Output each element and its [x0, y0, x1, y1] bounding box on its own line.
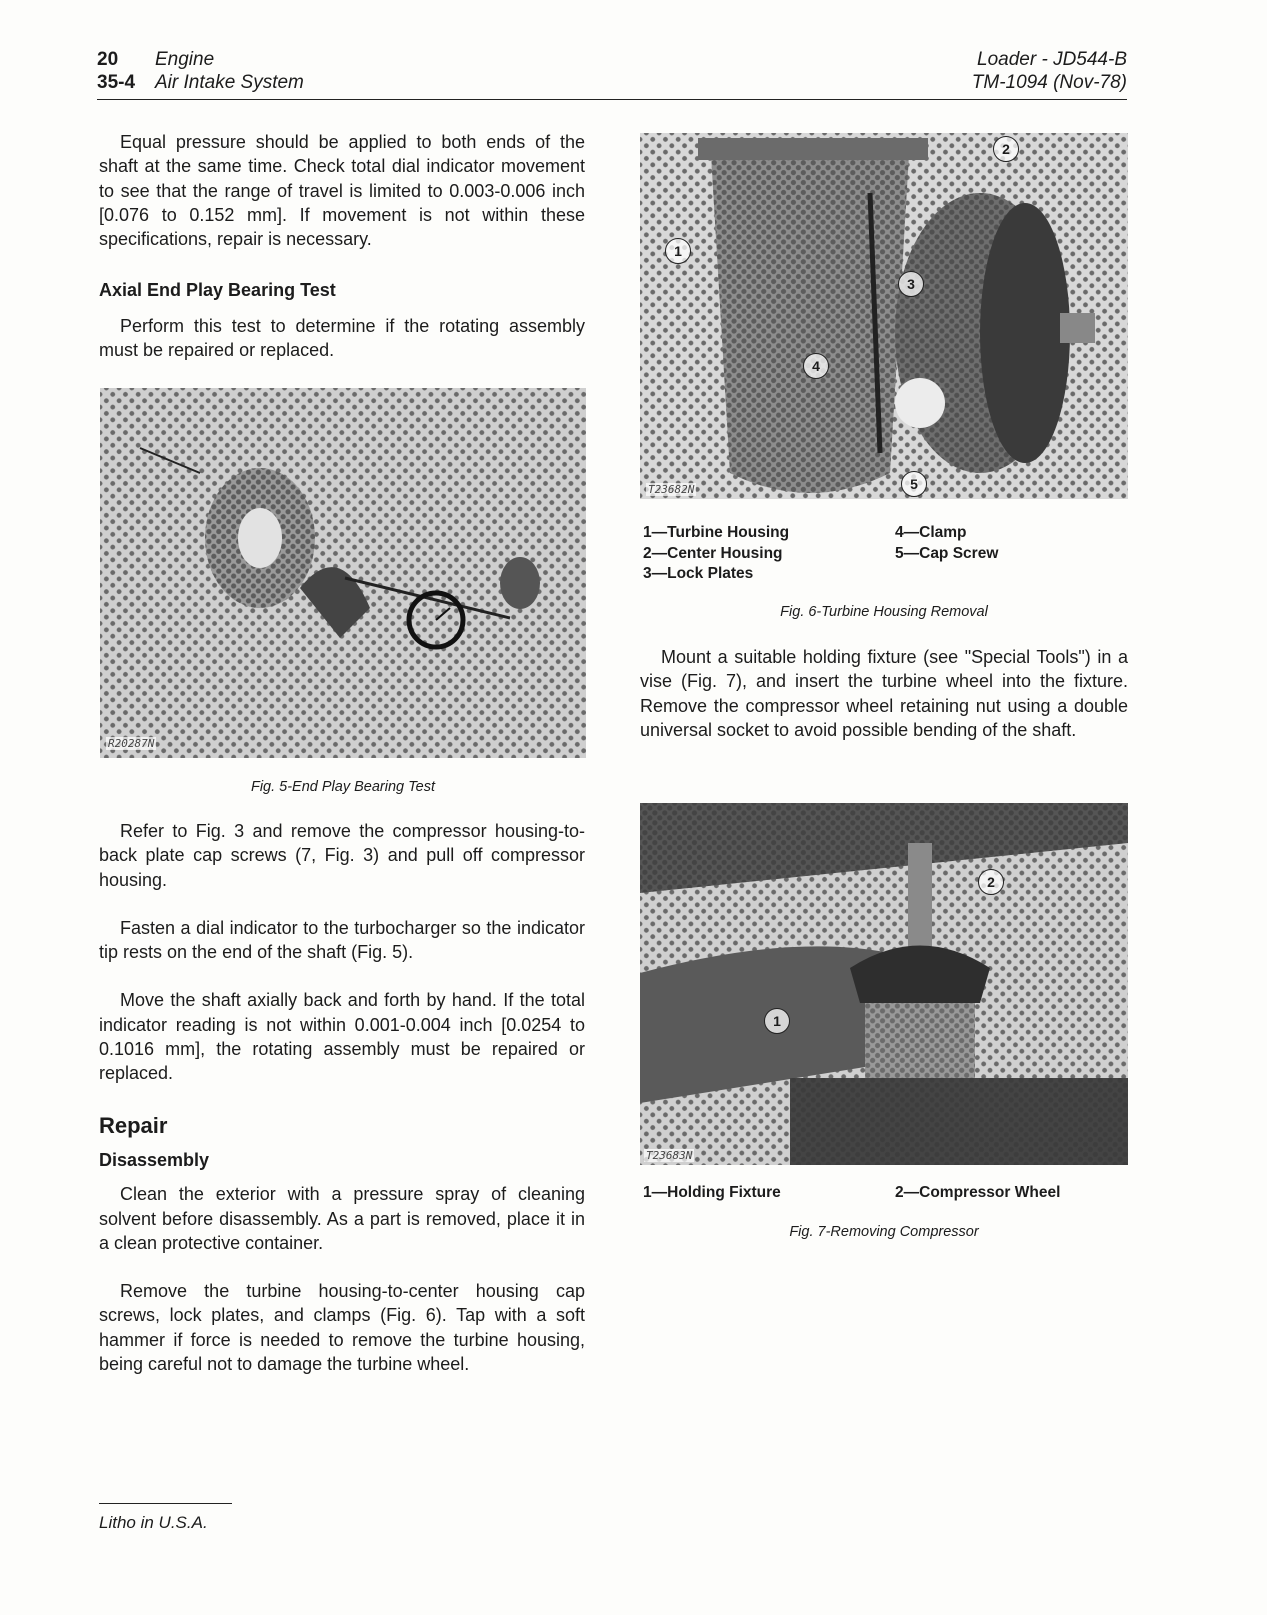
footer-litho: Litho in U.S.A.: [99, 1513, 208, 1528]
fig7-photo: [640, 803, 1128, 1165]
header-rule: [97, 99, 1127, 100]
section-title: Air Intake System: [155, 72, 304, 93]
fig6-photo-code: T23682N: [648, 483, 695, 496]
fig6-callout-1: 1: [665, 238, 691, 264]
right-column: [640, 645, 1128, 742]
paragraph-mount-fixture: Mount a suitable holding fixture (see "Special Tools") in a vise (Fig. 7), and insert the turbine wheel into the fixture. Remove the compressor wheel retaining nut using a double universal socket to avoid possible bending of the shaft.: [640, 647, 1128, 740]
fig5-photo: [100, 388, 586, 758]
fig7-legend-right: 2—Compressor Wheel: [895, 1184, 1061, 1201]
heading-disassembly: Disassembly: [99, 1149, 210, 1170]
page-header-right: [972, 48, 1127, 94]
section-number: 35-4: [97, 72, 136, 93]
fig6-callout-5: 5: [901, 471, 927, 497]
manual-number: TM-1094 (Nov-78): [971, 72, 1127, 93]
paragraph-remove-turbine-housing: Remove the turbine housing-to-center housing cap screws, lock plates, and clamps (Fig. 6). Tap with a soft hammer if force is needed to remove the turbine housing, being careful not to damage the turbine wheel.: [99, 1281, 585, 1375]
paragraph-perform-test: Perform this test to determine if the rotating assembly must be repaired or replaced.: [99, 315, 585, 361]
fig6-caption: Fig. 6-Turbine Housing Removal: [780, 604, 988, 620]
fig7-caption: Fig. 7-Removing Compressor: [789, 1224, 979, 1240]
paragraph-move-shaft: Move the shaft axially back and forth by hand. If the total indicator reading is not within 0.001-0.004 inch [0.0254 to 0.1016 mm], the rotating assembly must be repaired or replaced.: [99, 990, 585, 1084]
fig6-callout-3: 3: [898, 271, 924, 297]
paragraph-fasten-indicator: Fasten a dial indicator to the turbocharger so the indicator tip rests on the end of the shaft (Fig. 5).: [99, 917, 585, 963]
fig7-legend-left: 1—Holding Fixture: [643, 1184, 781, 1201]
fig6-photo: [640, 133, 1128, 499]
fig7-callout-1: 1: [764, 1008, 790, 1034]
left-column: [99, 130, 585, 362]
page-number: 20: [97, 49, 119, 70]
fig6-legend-right: [895, 523, 998, 564]
heading-axial-end-play: Axial End Play Bearing Test: [99, 280, 336, 301]
paragraph-equal-pressure: Equal pressure should be applied to both ends of the shaft at the same time. Check total dial indicator movement to see that the range of travel is limited to 0.003-0.006 inch [0.076 to 0.152 mm]. If movement is not within these specifications, repair is necessary.: [99, 132, 585, 250]
paragraph-clean-exterior: Clean the exterior with a pressure spray of cleaning solvent before disassembly. As a part is removed, place it in a clean protective container.: [99, 1184, 585, 1253]
paragraph-refer-fig3: Refer to Fig. 3 and remove the compressor housing-to-back plate cap screws (7, Fig. 3) and pull off compressor housing.: [99, 821, 585, 890]
fig6-legend-item: 4—Clamp: [895, 524, 967, 541]
manual-title: Loader - JD544-B: [977, 49, 1127, 70]
fig6-legend-left: [643, 523, 789, 585]
footer-rule: [99, 1503, 232, 1504]
fig6-callout-2: 2: [993, 136, 1019, 162]
page-header-left: [97, 48, 304, 94]
fig7-callout-2: 2: [978, 869, 1004, 895]
left-column-lower: [99, 819, 585, 1376]
heading-repair: Repair: [99, 1112, 168, 1138]
fig6-legend-item: 2—Center Housing: [643, 544, 783, 562]
chapter-title: Engine: [155, 49, 215, 70]
fig6-legend-item: 1—Turbine Housing: [643, 524, 790, 541]
fig6-callout-4: 4: [803, 353, 829, 379]
fig5-caption: Fig. 5-End Play Bearing Test: [250, 779, 436, 795]
fig5-photo-code: R20287N: [108, 737, 155, 750]
fig6-legend-item: 5—Cap Screw: [895, 544, 999, 562]
fig6-legend-item: 3—Lock Plates: [643, 565, 754, 582]
fig7-photo-code: T23683N: [646, 1149, 693, 1162]
